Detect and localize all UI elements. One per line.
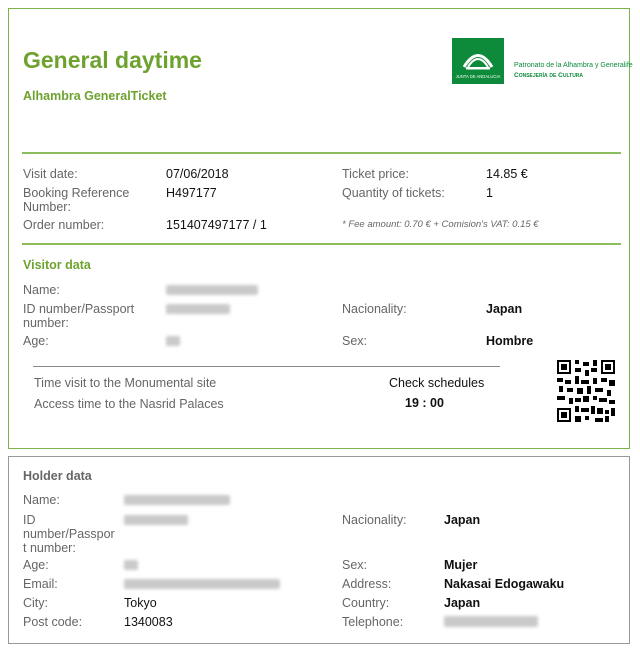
visit-date-label: Visit date: xyxy=(23,167,78,181)
holder-nationality-value: Japan xyxy=(444,513,481,527)
holder-name-label: Name: xyxy=(23,493,60,507)
fee-note: * Fee amount: 0.70 € + Comision's VAT: 0.15 € xyxy=(342,219,539,230)
visitor-name-label: Name: xyxy=(23,283,60,297)
visitor-sex-label: Sex: xyxy=(342,334,368,348)
price-value: 14.85 € xyxy=(486,167,528,181)
booking-value: H497177 xyxy=(166,186,217,200)
order-label: Order number: xyxy=(23,218,105,232)
holder-postcode-value: 1340083 xyxy=(124,615,173,629)
holder-address-value: Nakasai Edogawaku xyxy=(444,577,565,591)
quantity-value: 1 xyxy=(486,186,493,200)
holder-nationality-label: Nacionality: xyxy=(342,513,407,527)
holder-city-label: City: xyxy=(23,596,48,610)
qr-code-icon xyxy=(557,360,615,422)
quantity-label: Quantity of tickets: xyxy=(342,186,445,200)
redacted-visitor-id xyxy=(166,304,230,314)
divider-middle xyxy=(22,243,621,245)
redacted-holder-telephone xyxy=(444,616,538,627)
junta-andalucia-logo xyxy=(452,38,504,84)
holder-id-label: ID number/Passpor t number: xyxy=(23,513,115,555)
ticket-subtitle: Alhambra GeneralTicket xyxy=(23,89,167,103)
visitor-sex-value: Hombre xyxy=(486,334,534,348)
nasrid-time-label: Access time to the Nasrid Palaces xyxy=(34,397,224,411)
redacted-holder-age xyxy=(124,560,138,570)
order-value: 151407497177 / 1 xyxy=(166,218,267,232)
holder-sex-value: Mujer xyxy=(444,558,478,572)
holder-city-value: Tokyo xyxy=(124,596,157,610)
divider-schedule xyxy=(33,366,500,367)
visitor-section-title: Visitor data xyxy=(23,258,91,272)
holder-country-label: Country: xyxy=(342,596,390,610)
arch-emblem-icon xyxy=(452,38,504,84)
booking-label: Booking Reference Number: xyxy=(23,186,130,214)
logo-line-1: Patronato de la Alhambra y Generalife xyxy=(514,62,633,69)
check-schedules-label: Check schedules xyxy=(389,376,485,390)
redacted-holder-id xyxy=(124,515,188,525)
divider-top xyxy=(22,152,621,154)
holder-address-label: Address: xyxy=(342,577,392,591)
visitor-age-label: Age: xyxy=(23,334,49,348)
redacted-holder-email xyxy=(124,579,280,589)
emblem-text: JUNTA DE ANDALUCIA xyxy=(455,74,501,79)
holder-age-label: Age: xyxy=(23,558,49,572)
ticket-title: General daytime xyxy=(23,47,202,73)
redacted-holder-name xyxy=(124,495,230,505)
holder-country-value: Japan xyxy=(444,596,481,610)
holder-sex-label: Sex: xyxy=(342,558,368,572)
price-label: Ticket price: xyxy=(342,167,409,181)
logo-line-2: Consejería de Cultura xyxy=(514,72,584,79)
visit-date-value: 07/06/2018 xyxy=(166,167,229,181)
visitor-nationality-value: Japan xyxy=(486,302,523,316)
monumental-time-label: Time visit to the Monumental site xyxy=(34,376,217,390)
visitor-nationality-label: Nacionality: xyxy=(342,302,407,316)
holder-section-title: Holder data xyxy=(23,469,92,483)
redacted-visitor-age xyxy=(166,336,180,346)
holder-postcode-label: Post code: xyxy=(23,615,83,629)
holder-telephone-label: Telephone: xyxy=(342,615,404,629)
holder-email-label: Email: xyxy=(23,577,58,591)
visitor-id-label: ID number/Passport number: xyxy=(23,302,135,330)
nasrid-time-value: 19 : 00 xyxy=(405,396,444,410)
redacted-visitor-name xyxy=(166,285,258,295)
